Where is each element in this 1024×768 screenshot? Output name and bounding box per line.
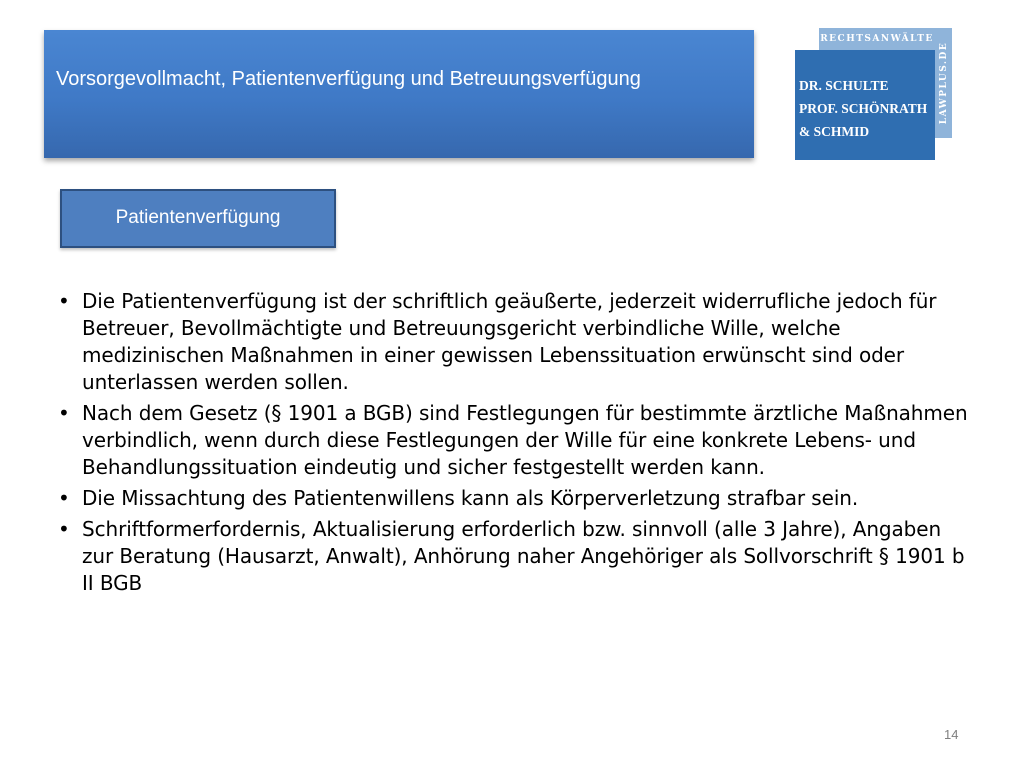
logo-line-2: PROF. SCHÖNRATH xyxy=(799,101,928,116)
section-label-box xyxy=(60,189,336,248)
bullet-item xyxy=(58,400,978,481)
bullet-item xyxy=(58,516,978,597)
bullet-icon: • xyxy=(58,401,70,425)
bullet-icon: • xyxy=(58,289,70,313)
law-firm-logo xyxy=(795,28,957,160)
bullet-text: Nach dem Gesetz (§ 1901 a BGB) sind Festlegungen für bestimmte ärztliche Maßnahmen verbindlich, wenn durch diese Festlegungen der Wille für eine konkrete Lebens- und Behandlungssituation eindeutig und sicher festgestellt werden kann. xyxy=(82,401,968,479)
bullet-item xyxy=(58,485,978,512)
bullet-icon: • xyxy=(58,486,70,510)
bullet-icon: • xyxy=(58,517,70,541)
bullet-item xyxy=(58,288,978,396)
logo-side-text: LAWPLUS.DE xyxy=(938,41,949,125)
logo-top-text: RECHTSANWÄLTE xyxy=(819,28,935,50)
logo-line-3: & SCHMID xyxy=(799,124,870,139)
page-number: 14 xyxy=(944,727,959,742)
bullet-text: Schriftformerfordernis, Aktualisierung erforderlich bzw. sinnvoll (alle 3 Jahre), Angaben zur Beratung (Hausarzt, Anwalt), Anhörung naher Angehöriger als Sollvorschrift § 1901 b II BGB xyxy=(82,517,965,595)
bullet-list xyxy=(58,288,978,601)
bullet-text: Die Patientenverfügung ist der schriftlich geäußerte, jederzeit widerrufliche jedoch für Betreuer, Bevollmächtigte und Betreuungsgericht verbindliche Wille, welche medizinischen Maßnahmen in einer gewissen Lebenssituation erwünscht sind oder unterlassen werden sollen. xyxy=(82,289,937,394)
bullet-text: Die Missachtung des Patientenwillens kann als Körperverletzung strafbar sein. xyxy=(82,486,859,510)
logo-side-strip xyxy=(935,28,952,138)
slide-title: Vorsorgevollmacht, Patientenverfügung und Betreuungsverfügung xyxy=(56,68,641,90)
logo-line-1: DR. SCHULTE xyxy=(799,78,889,93)
section-label: Patientenverfügung xyxy=(115,207,281,228)
logo-main-block xyxy=(795,50,935,160)
slide-title-bar xyxy=(44,30,754,158)
